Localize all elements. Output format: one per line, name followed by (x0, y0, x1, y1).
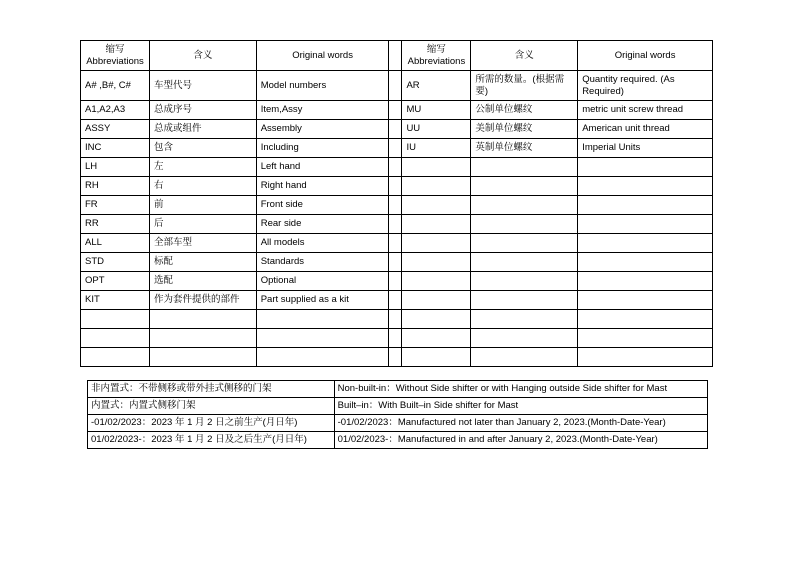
left-meaning-cell: 作为套件提供的部件 (149, 291, 256, 310)
column-gap (389, 196, 402, 215)
right-original-cell (578, 291, 713, 310)
right-original-cell: Imperial Units (578, 139, 713, 158)
table-row (81, 253, 713, 272)
left-original-cell (256, 310, 389, 329)
notes-table (87, 380, 708, 449)
left-original-cell: Assembly (256, 120, 389, 139)
column-gap (389, 310, 402, 329)
note-row (88, 432, 708, 449)
right-original-cell (578, 253, 713, 272)
column-gap (389, 71, 402, 101)
left-meaning-cell (149, 329, 256, 348)
abbreviation-table (80, 40, 713, 367)
column-gap (389, 234, 402, 253)
right-abbreviation-cell (402, 177, 471, 196)
left-meaning-cell: 包含 (149, 139, 256, 158)
column-gap (389, 272, 402, 291)
right-original-cell: metric unit screw thread (578, 101, 713, 120)
right-meaning-cell (471, 158, 578, 177)
table-row (81, 272, 713, 291)
left-original-cell: Including (256, 139, 389, 158)
right-meaning-cell (471, 253, 578, 272)
left-meaning-cell: 全部车型 (149, 234, 256, 253)
note-chinese: 非内置式：不带侧移或带外挂式侧移的门架 (88, 381, 335, 398)
column-gap (389, 158, 402, 177)
right-original-cell (578, 272, 713, 291)
left-original-cell: Model numbers (256, 71, 389, 101)
column-gap (389, 348, 402, 367)
right-meaning-cell (471, 234, 578, 253)
column-gap (389, 329, 402, 348)
table-row (81, 215, 713, 234)
left-meaning-cell: 标配 (149, 253, 256, 272)
note-chinese: 01/02/2023-：2023 年 1 月 2 日及之后生产(月日年) (88, 432, 335, 449)
note-english: Non-built-in：Without Side shifter or with Hanging outside Side shifter for Mast (334, 381, 707, 398)
right-abbreviation-cell (402, 272, 471, 291)
left-meaning-cell: 选配 (149, 272, 256, 291)
table-row (81, 291, 713, 310)
right-meaning-cell (471, 329, 578, 348)
left-original-cell: Optional (256, 272, 389, 291)
right-original-cell (578, 158, 713, 177)
left-meaning-cell: 左 (149, 158, 256, 177)
table-row (81, 177, 713, 196)
left-original-cell: Left hand (256, 158, 389, 177)
column-gap (389, 215, 402, 234)
right-original-cell (578, 329, 713, 348)
right-abbreviation-cell (402, 234, 471, 253)
left-original-cell (256, 348, 389, 367)
note-row (88, 398, 708, 415)
right-meaning-cell (471, 310, 578, 329)
left-abbreviation-cell (81, 310, 150, 329)
left-meaning-cell: 后 (149, 215, 256, 234)
right-original-cell (578, 215, 713, 234)
right-meaning-cell (471, 196, 578, 215)
column-gap (389, 120, 402, 139)
right-abbreviation-cell: AR (402, 71, 471, 101)
left-original-cell: All models (256, 234, 389, 253)
right-original-cell (578, 196, 713, 215)
left-abbreviation-cell: RH (81, 177, 150, 196)
left-meaning-cell: 总成序号 (149, 101, 256, 120)
right-meaning-cell: 英制单位螺纹 (471, 139, 578, 158)
table-row (81, 310, 713, 329)
table-row (81, 139, 713, 158)
right-meaning-cell (471, 291, 578, 310)
left-abbreviation-cell: STD (81, 253, 150, 272)
left-meaning-header: 含义 (149, 41, 256, 71)
left-abbreviation-cell: KIT (81, 291, 150, 310)
right-abbreviation-cell (402, 291, 471, 310)
column-gap (389, 291, 402, 310)
table-row (81, 329, 713, 348)
table-row (81, 196, 713, 215)
left-meaning-cell: 前 (149, 196, 256, 215)
column-gap (389, 177, 402, 196)
note-row (88, 415, 708, 432)
left-meaning-cell: 总成或组件 (149, 120, 256, 139)
right-meaning-cell (471, 215, 578, 234)
right-original-cell (578, 177, 713, 196)
right-meaning-cell (471, 177, 578, 196)
left-original-cell: Standards (256, 253, 389, 272)
note-english: 01/02/2023-：Manufactured in and after January 2, 2023.(Month-Date-Year) (334, 432, 707, 449)
right-meaning-cell: 所需的数量。(根据需要) (471, 71, 578, 101)
left-original-cell: Front side (256, 196, 389, 215)
column-gap (389, 101, 402, 120)
table-row (81, 234, 713, 253)
right-abbreviation-cell: MU (402, 101, 471, 120)
left-abbreviation-cell: ALL (81, 234, 150, 253)
right-abbreviation-cell (402, 348, 471, 367)
column-gap (389, 139, 402, 158)
left-meaning-cell: 车型代号 (149, 71, 256, 101)
left-original-header: Original words (256, 41, 389, 71)
right-abbreviation-cell (402, 158, 471, 177)
left-abbreviation-cell: ASSY (81, 120, 150, 139)
column-gap (389, 253, 402, 272)
left-abbreviation-cell: FR (81, 196, 150, 215)
right-original-cell (578, 310, 713, 329)
right-abbreviation-cell: UU (402, 120, 471, 139)
right-original-cell: American unit thread (578, 120, 713, 139)
left-meaning-cell (149, 348, 256, 367)
right-meaning-cell (471, 272, 578, 291)
left-meaning-cell (149, 310, 256, 329)
note-english: -01/02/2023：Manufactured not later than January 2, 2023.(Month-Date-Year) (334, 415, 707, 432)
right-original-cell (578, 234, 713, 253)
left-original-cell: Part supplied as a kit (256, 291, 389, 310)
right-abbreviation-header: 缩写 Abbreviations (402, 41, 471, 71)
left-abbreviation-cell: OPT (81, 272, 150, 291)
left-abbreviation-cell: LH (81, 158, 150, 177)
right-abbreviation-cell (402, 310, 471, 329)
right-abbreviation-cell (402, 253, 471, 272)
right-meaning-cell (471, 348, 578, 367)
table-row (81, 101, 713, 120)
table-row (81, 120, 713, 139)
left-original-cell (256, 329, 389, 348)
table-row (81, 71, 713, 101)
right-meaning-cell: 公制单位螺纹 (471, 101, 578, 120)
note-chinese: 内置式：内置式侧移门架 (88, 398, 335, 415)
left-original-cell: Item,Assy (256, 101, 389, 120)
note-chinese: -01/02/2023：2023 年 1 月 2 日之前生产(月日年) (88, 415, 335, 432)
left-abbreviation-cell (81, 348, 150, 367)
right-abbreviation-cell (402, 329, 471, 348)
left-abbreviation-header: 缩写 Abbreviations (81, 41, 150, 71)
left-original-cell: Rear side (256, 215, 389, 234)
right-abbreviation-cell (402, 196, 471, 215)
header-row (81, 41, 713, 71)
left-abbreviation-cell: A1,A2,A3 (81, 101, 150, 120)
right-original-cell: Quantity required. (As Required) (578, 71, 713, 101)
left-abbreviation-cell: INC (81, 139, 150, 158)
table-row (81, 348, 713, 367)
right-original-cell (578, 348, 713, 367)
left-abbreviation-cell: RR (81, 215, 150, 234)
right-original-header: Original words (578, 41, 713, 71)
table-row (81, 158, 713, 177)
left-abbreviation-cell (81, 329, 150, 348)
left-original-cell: Right hand (256, 177, 389, 196)
note-english: Built–in：With Built–in Side shifter for Mast (334, 398, 707, 415)
right-meaning-header: 含义 (471, 41, 578, 71)
right-meaning-cell: 美制单位螺纹 (471, 120, 578, 139)
right-abbreviation-cell: IU (402, 139, 471, 158)
right-abbreviation-cell (402, 215, 471, 234)
left-abbreviation-cell: A# ,B#, C# (81, 71, 150, 101)
column-gap (389, 41, 402, 71)
note-row (88, 381, 708, 398)
left-meaning-cell: 右 (149, 177, 256, 196)
